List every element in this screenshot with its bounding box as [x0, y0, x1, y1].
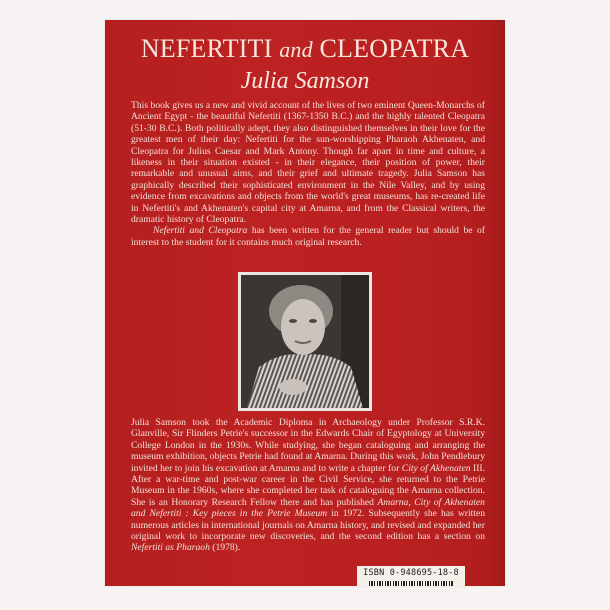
- bio-text-2: III. After a war-time and post-war career in the Civil Service, she returned to the Petrie Museum in the 1960s, where she completed her task of cataloguing the Amarna collection. She is an Honorary Research Fellow there and has published: [131, 462, 485, 508]
- blurb-paragraph-2-text: has been written for the general reader but should be of interest to the student for it contains much original research.: [131, 225, 485, 248]
- cover-edge-shade: [491, 20, 505, 586]
- bio-text-1: Julia Samson took the Academic Diploma in Archaeology under Professor S.R.K. Glanville, Sir Flinders Petrie's successor in the Edwards Chair of Egyptology at University College London in the 1930s. While studying, she began cataloguing and arranging the museum exhibition, objects Petrie had found at Amarna. During this work, John Pendlebury invited her to join his excavation at Amarna and to write a chapter for: [131, 417, 485, 474]
- author-name: Julia Samson: [240, 68, 370, 94]
- portrait-illustration: [241, 275, 369, 408]
- bio-italic-nefertiti-as-pharaoh: Nefertiti as Pharaoh: [131, 542, 210, 554]
- author-photo: [238, 272, 372, 411]
- blurb: [131, 100, 485, 248]
- bio-text-4: (1978).: [209, 542, 241, 554]
- blurb-paragraph-1: This book gives us a new and vivid account of the lives of two eminent Queen-Monarchs of Ancient Egypt - the beautiful Nefertiti (1367-1350 B.C.) and the highly talented Cleopatra (51-30 B.C.). Both politically adept, they also distinguished themselves in their love for the greatest men of their day: Nefertiti for the sun-worshipping Pharaoh Akhenaten, and Cleopatra for Julius Caesar and Mark Antony. Though far apart in time and culture, a likeness in their situation existed - in their elegance, their position of power, their remarkable and unusual aims, and their grief and ultimate tragedy. Julia Samson has graphically described their sophisticated environment in the Nile Valley, and by using evidence from excavations and objects from the world's great museums, has re-created life in Nefertiti's and Akhenaten's capital city at Amarna, and from the Classical writers, the dramatic history of Cleopatra.: [131, 100, 485, 226]
- title-part-1: NEFERTITI: [140, 34, 273, 63]
- isbn-number: ISBN 0-948695-18-8: [363, 568, 459, 578]
- book-title: [105, 34, 505, 64]
- bio-paragraph: [131, 417, 485, 554]
- bio-text-3: in 1972. Subsequently she has written numerous articles in international journals on Amarna history, and revised and expanded her original work to incorporate new discoveries, and the second edition has a section on: [131, 508, 486, 543]
- author-portrait-image: [241, 275, 369, 408]
- title-and: and: [279, 37, 313, 62]
- isbn-label: [357, 566, 465, 586]
- author-bio: [131, 417, 485, 554]
- bio-italic-amarna-title: Amarna, City of Akhenaten and Nefertiti : Key pieces in the Petrie Museum: [131, 496, 485, 520]
- blurb-book-title: Nefertiti and Cleopatra: [153, 225, 248, 237]
- title-part-2: CLEOPATRA: [319, 34, 470, 63]
- bio-italic-city-of-akhenaten: City of Akhenaten: [401, 462, 471, 474]
- barcode-icon: [369, 581, 453, 586]
- blurb-paragraph-2: [131, 225, 485, 248]
- book-back-cover: [105, 20, 505, 586]
